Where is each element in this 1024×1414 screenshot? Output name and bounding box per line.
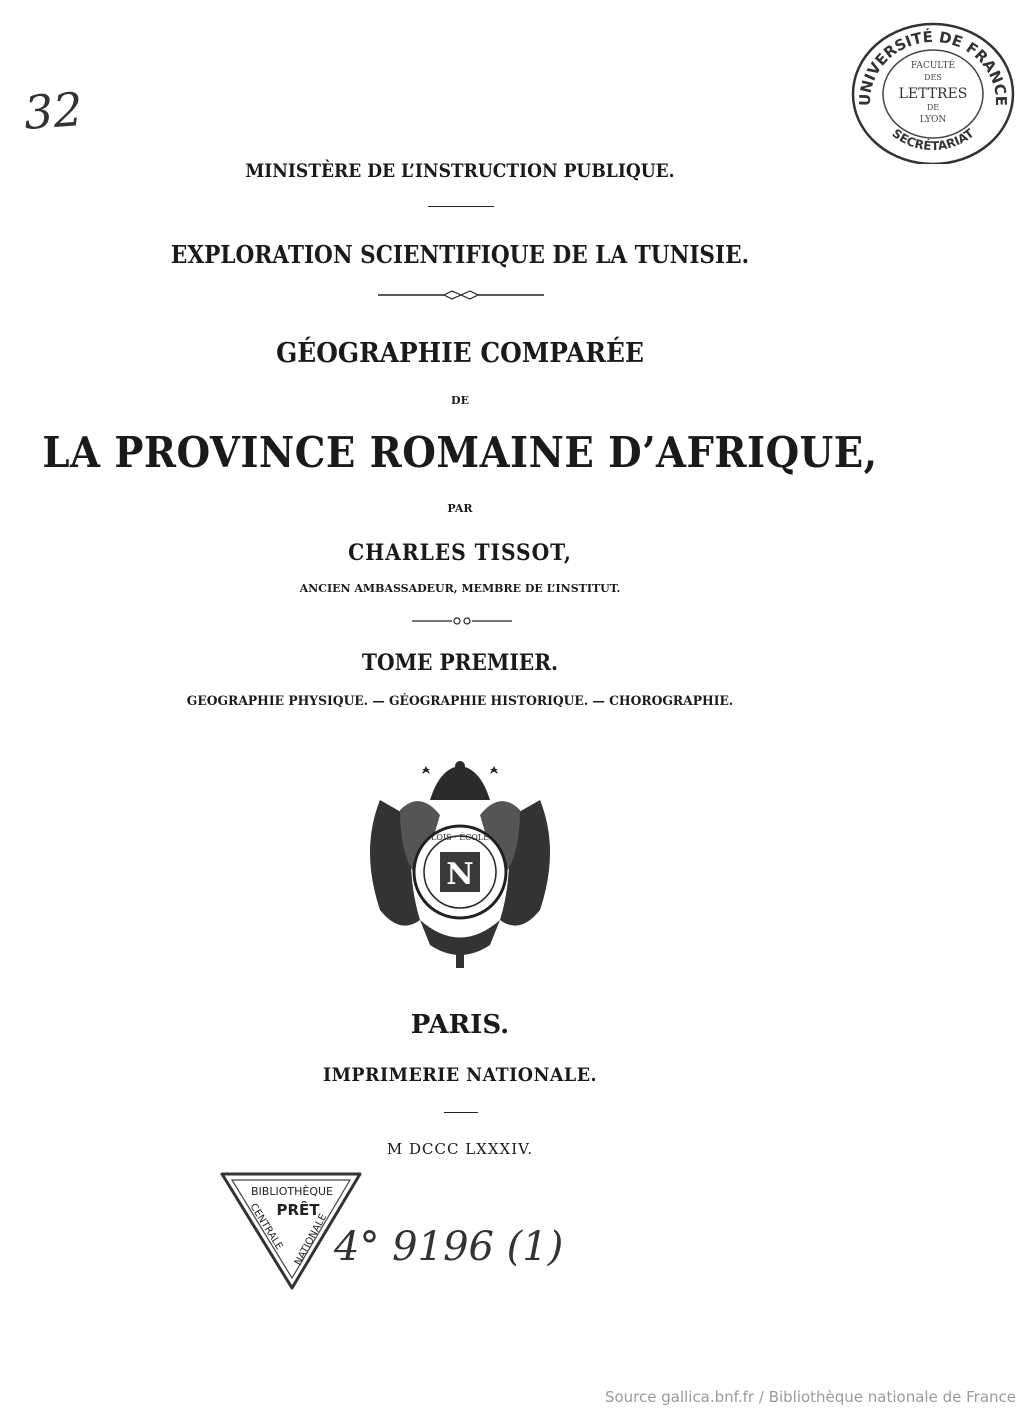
publication-year: M DCCC LXXXIV.	[386, 1140, 534, 1158]
printer-name: IMPRIMERIE NATIONALE.	[322, 1064, 598, 1086]
series-heading: EXPLORATION SCIENTIFIQUE DE LA TUNISIE.	[170, 240, 750, 269]
stamp-center-line-4: DE	[926, 103, 940, 112]
university-stamp	[848, 14, 1018, 164]
library-stamp-right: NATIONALE	[292, 1212, 330, 1268]
main-title: LA PROVINCE ROMAINE D’AFRIQUE,	[42, 428, 878, 477]
stamp-ring-bottom: SECRÉTARIAT	[889, 126, 977, 154]
publication-city: PARIS.	[410, 1010, 510, 1040]
source-footer: Source gallica.bnf.fr / Bibliothèque nationale de France	[604, 1388, 1016, 1406]
imperial-emblem	[360, 760, 560, 970]
author-name: CHARLES TISSOT,	[348, 540, 572, 566]
stamp-center-line-3: LETTRES	[898, 86, 968, 102]
library-stamp-left: CENTRALE	[247, 1201, 285, 1252]
title-line-1: GÉOGRAPHIE COMPARÉE	[276, 338, 644, 369]
ornamental-divider	[378, 288, 544, 302]
handwritten-call-number: 4° 9196 (1)	[334, 1224, 564, 1270]
ministry-heading: MINISTÈRE DE L’INSTRUCTION PUBLIQUE.	[245, 160, 675, 182]
divider-rule-bottom	[444, 1112, 478, 1113]
volume-subjects: GEOGRAPHIE PHYSIQUE. — GÉOGRAPHIE HISTORIQUE. — CHOROGRAPHIE.	[186, 694, 734, 709]
stamp-center-line-5: LYON	[919, 115, 947, 125]
by-label: PAR	[447, 502, 473, 515]
stamp-center-line-1: FACULTÉ	[910, 61, 956, 71]
stamp-center-line-2: DES	[924, 73, 942, 82]
title-connector: DE	[451, 394, 469, 407]
author-title: ANCIEN AMBASSADEUR, MEMBRE DE L’INSTITUT.	[299, 582, 621, 595]
emblem-motto: LOIS · ÉCOLE	[431, 833, 489, 842]
handwritten-shelf-mark: 32	[22, 82, 85, 140]
library-stamp-top: BIBLIOTHÈQUE	[251, 1185, 333, 1198]
library-stamp-middle: PRÊT	[276, 1201, 320, 1219]
divider-rule	[428, 206, 494, 207]
emblem-monogram: N	[446, 857, 474, 892]
small-ornamental-divider	[412, 616, 512, 626]
volume-heading: TOME PREMIER.	[361, 650, 559, 676]
svg-text:SECRÉTARIAT	[890, 126, 978, 154]
stamp-ring-text: UNIVERSITÉ DE FRANCE	[855, 27, 1011, 107]
